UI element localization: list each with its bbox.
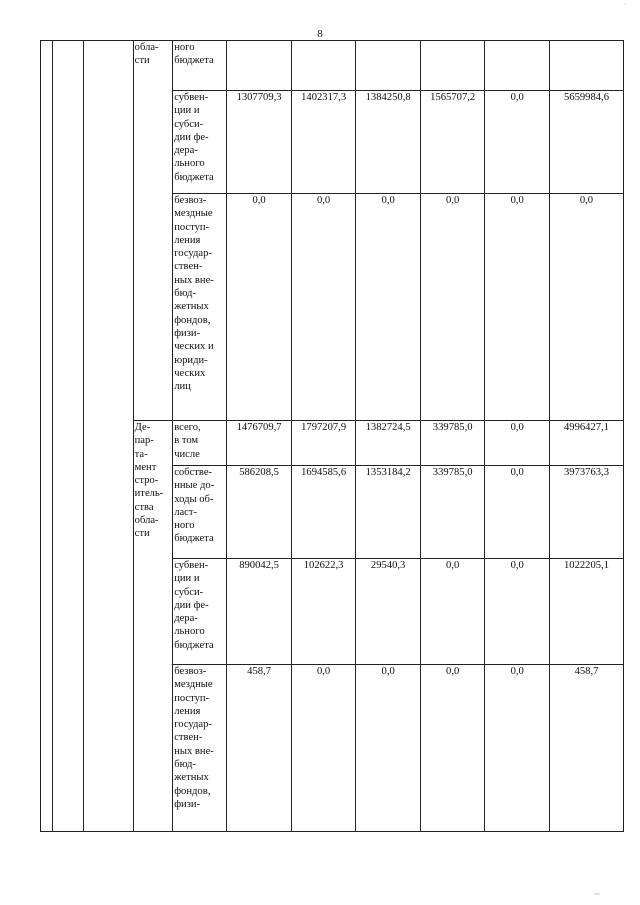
total-cell: 1022205,1 (549, 559, 623, 665)
value-cell: 0,0 (485, 421, 550, 466)
blank-col-3 (83, 41, 133, 832)
value-cell (227, 41, 292, 91)
value-cell: 0,0 (485, 91, 550, 194)
source-cell: ного бюджета (173, 41, 227, 91)
blank-col-2 (53, 41, 83, 832)
total-cell: 4996427,1 (549, 421, 623, 466)
total-cell: 458,7 (549, 665, 623, 832)
value-cell: 1353184,2 (356, 466, 421, 559)
source-cell: субвен- ции и субси- дии фе- дера- льного бюджета (173, 559, 227, 665)
source-cell: безвоз- мездные поступ- ления государ- ствен- ных вне- бюд- жетных фондов, физи- ческих и юриди- ческих лиц (173, 194, 227, 421)
source-cell: собстве- нные до- ходы об- ласт- ного бюджета (173, 466, 227, 559)
total-cell (549, 41, 623, 91)
value-cell: 0,0 (485, 194, 550, 421)
value-cell: 890042,5 (227, 559, 292, 665)
value-cell (485, 41, 550, 91)
value-cell: 0,0 (356, 665, 421, 832)
value-cell: 1797207,9 (291, 421, 356, 466)
value-cell: 29540,3 (356, 559, 421, 665)
value-cell (356, 41, 421, 91)
value-cell: 458,7 (227, 665, 292, 832)
value-cell: 1565707,2 (420, 91, 485, 194)
value-cell (420, 41, 485, 91)
value-cell: 1384250,8 (356, 91, 421, 194)
budget-table (40, 40, 624, 832)
total-cell: 3973763,3 (549, 466, 623, 559)
value-cell: 0,0 (420, 194, 485, 421)
value-cell (291, 41, 356, 91)
source-cell: субвен- ции и субси- дии фе- дера- льного бюджета (173, 91, 227, 194)
org-cell: Де- пар- та- мент стро- итель- ства обла- сти (133, 421, 173, 832)
value-cell: 0,0 (420, 665, 485, 832)
value-cell: 0,0 (485, 559, 550, 665)
source-cell: всего, в том числе (173, 421, 227, 466)
value-cell: 0,0 (420, 559, 485, 665)
value-cell: 0,0 (227, 194, 292, 421)
org-cell: обла- сти (133, 41, 173, 421)
value-cell: 1694585,6 (291, 466, 356, 559)
page-number: 8 (317, 28, 323, 40)
value-cell: 586208,5 (227, 466, 292, 559)
value-cell: 339785,0 (420, 421, 485, 466)
value-cell: 0,0 (356, 194, 421, 421)
value-cell: 102622,3 (291, 559, 356, 665)
scan-mark-top: · (624, 2, 626, 8)
value-cell: 1476709,7 (227, 421, 292, 466)
value-cell: 0,0 (291, 665, 356, 832)
scan-mark-bottom: ʻʻʻ (594, 893, 600, 899)
value-cell: 0,0 (485, 466, 550, 559)
value-cell: 0,0 (291, 194, 356, 421)
value-cell: 1307709,3 (227, 91, 292, 194)
total-cell: 0,0 (549, 194, 623, 421)
value-cell: 1402317,3 (291, 91, 356, 194)
value-cell: 1382724,5 (356, 421, 421, 466)
total-cell: 5659984,6 (549, 91, 623, 194)
source-cell: безвоз- мездные поступ- ления государ- ствен- ных вне- бюд- жетных фондов, физи- (173, 665, 227, 832)
blank-col-1 (41, 41, 53, 832)
table-row (41, 41, 624, 91)
value-cell: 339785,0 (420, 466, 485, 559)
value-cell: 0,0 (485, 665, 550, 832)
